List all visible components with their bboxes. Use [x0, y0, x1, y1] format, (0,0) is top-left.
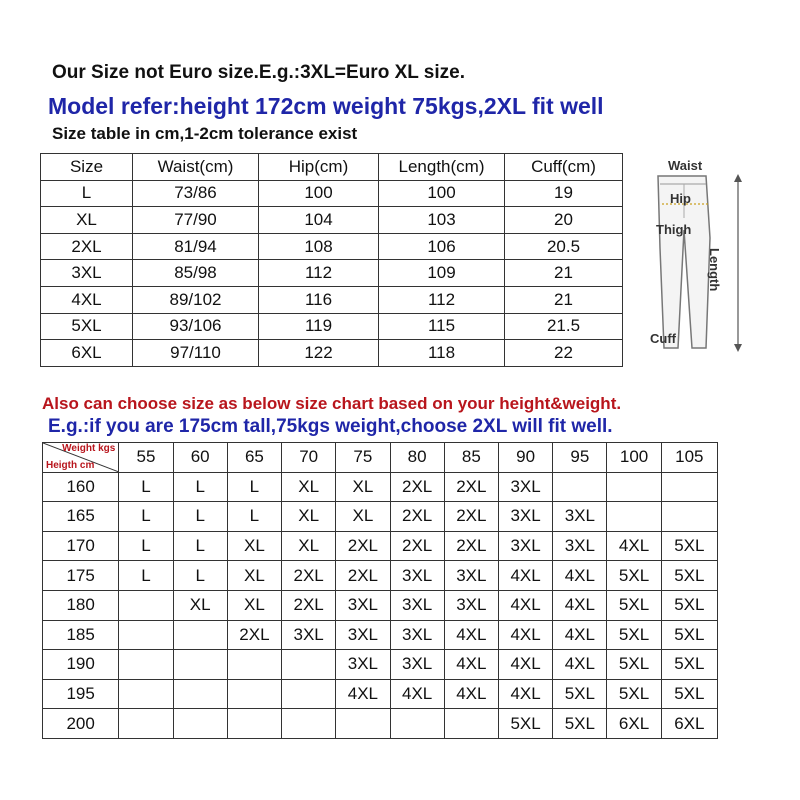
size-table-cell: 116: [259, 286, 379, 313]
size-recommendation-cell: XL: [282, 531, 336, 561]
height-table-row: [43, 650, 718, 680]
size-table-cell: L: [41, 180, 133, 207]
weight-header-cell: 95: [553, 443, 607, 473]
size-recommendation-cell: 3XL: [444, 590, 498, 620]
size-table: [40, 153, 623, 367]
size-recommendation-cell: 3XL: [498, 531, 552, 561]
size-table-cell: 97/110: [133, 340, 259, 367]
height-table-row: [43, 502, 718, 532]
size-recommendation-cell: 4XL: [553, 650, 607, 680]
size-recommendation-cell: [282, 650, 336, 680]
size-table-cell: 5XL: [41, 313, 133, 340]
size-recommendation-cell: 5XL: [553, 679, 607, 709]
size-recommendation-cell: [119, 620, 173, 650]
size-table-cell: 3XL: [41, 260, 133, 287]
size-table-cell: 104: [259, 207, 379, 234]
height-header-cell: 160: [43, 472, 119, 502]
size-table-header-row: [41, 154, 623, 181]
weight-header-cell: 70: [282, 443, 336, 473]
size-recommendation-cell: 4XL: [444, 650, 498, 680]
size-recommendation-cell: L: [119, 561, 173, 591]
size-recommendation-cell: 3XL: [390, 650, 444, 680]
size-recommendation-cell: [661, 502, 717, 532]
size-recommendation-cell: 4XL: [498, 679, 552, 709]
size-recommendation-cell: 4XL: [498, 561, 552, 591]
size-recommendation-cell: [119, 679, 173, 709]
size-recommendation-cell: 3XL: [553, 531, 607, 561]
size-recommendation-cell: 3XL: [336, 620, 390, 650]
size-recommendation-cell: L: [173, 531, 227, 561]
size-recommendation-cell: [444, 709, 498, 739]
size-recommendation-cell: 4XL: [444, 679, 498, 709]
height-weight-note: Also can choose size as below size chart based on your height&weight.: [42, 394, 622, 413]
weight-header-cell: 100: [607, 443, 661, 473]
size-table-cell: 100: [379, 180, 505, 207]
size-recommendation-cell: XL: [336, 502, 390, 532]
size-recommendation-cell: [173, 679, 227, 709]
height-table-corner-cell: [43, 443, 119, 473]
size-recommendation-cell: 3XL: [336, 650, 390, 680]
height-header-cell: 200: [43, 709, 119, 739]
size-table-row: [41, 180, 623, 207]
weight-header-cell: 55: [119, 443, 173, 473]
size-recommendation-cell: 3XL: [444, 561, 498, 591]
size-table-row: [41, 260, 623, 287]
diagram-label-thigh: Thigh: [656, 222, 692, 237]
model-reference-heading: Model refer:height 172cm weight 75kgs,2XL fit well: [48, 93, 604, 119]
height-weight-table: [42, 442, 718, 739]
height-weight-example: E.g.:if you are 175cm tall,75kgs weight,choose 2XL will fit well.: [48, 416, 613, 437]
diagram-label-waist: Waist: [668, 158, 703, 173]
size-recommendation-cell: [173, 709, 227, 739]
size-recommendation-cell: [553, 472, 607, 502]
size-recommendation-cell: 3XL: [282, 620, 336, 650]
size-recommendation-cell: 5XL: [661, 620, 717, 650]
size-recommendation-cell: XL: [336, 472, 390, 502]
size-table-header-cell: Hip(cm): [259, 154, 379, 181]
size-recommendation-cell: L: [173, 561, 227, 591]
size-table-cell: 115: [379, 313, 505, 340]
size-recommendation-cell: 5XL: [498, 709, 552, 739]
size-table-cell: 112: [379, 286, 505, 313]
weight-header-cell: 80: [390, 443, 444, 473]
size-recommendation-cell: 5XL: [661, 531, 717, 561]
height-header-cell: 165: [43, 502, 119, 532]
height-table-header-row: [43, 443, 718, 473]
height-header-cell: 190: [43, 650, 119, 680]
height-header-cell: 170: [43, 531, 119, 561]
size-table-cell: 103: [379, 207, 505, 234]
size-recommendation-cell: 3XL: [390, 590, 444, 620]
size-recommendation-cell: XL: [282, 472, 336, 502]
size-table-header-cell: Length(cm): [379, 154, 505, 181]
size-recommendation-cell: XL: [227, 531, 281, 561]
size-recommendation-cell: 3XL: [336, 590, 390, 620]
size-table-cell: 118: [379, 340, 505, 367]
size-recommendation-cell: [119, 590, 173, 620]
size-recommendation-cell: XL: [282, 502, 336, 532]
weight-header-cell: 60: [173, 443, 227, 473]
size-recommendation-cell: 5XL: [607, 561, 661, 591]
size-recommendation-cell: L: [119, 531, 173, 561]
size-recommendation-cell: [282, 709, 336, 739]
size-recommendation-cell: [119, 650, 173, 680]
size-recommendation-cell: 5XL: [661, 679, 717, 709]
size-recommendation-cell: [607, 472, 661, 502]
size-recommendation-cell: 2XL: [444, 472, 498, 502]
size-recommendation-cell: 4XL: [553, 620, 607, 650]
size-recommendation-cell: L: [227, 472, 281, 502]
size-recommendation-cell: [227, 679, 281, 709]
size-recommendation-cell: 5XL: [607, 620, 661, 650]
size-recommendation-cell: 2XL: [444, 502, 498, 532]
size-table-cell: 85/98: [133, 260, 259, 287]
size-recommendation-cell: 5XL: [553, 709, 607, 739]
size-table-cell: 106: [379, 233, 505, 260]
height-header-cell: 175: [43, 561, 119, 591]
size-recommendation-cell: 4XL: [553, 561, 607, 591]
weight-header-cell: 65: [227, 443, 281, 473]
diagram-label-hip: Hip: [670, 191, 691, 206]
size-table-cell: 100: [259, 180, 379, 207]
height-table-row: [43, 620, 718, 650]
height-table-row: [43, 709, 718, 739]
size-recommendation-cell: [336, 709, 390, 739]
size-recommendation-cell: 2XL: [390, 502, 444, 532]
size-recommendation-cell: 2XL: [390, 472, 444, 502]
size-table-cell: 73/86: [133, 180, 259, 207]
size-recommendation-cell: 4XL: [498, 650, 552, 680]
size-recommendation-cell: 3XL: [390, 620, 444, 650]
size-recommendation-cell: 2XL: [282, 590, 336, 620]
size-table-row: [41, 207, 623, 234]
size-recommendation-cell: 4XL: [390, 679, 444, 709]
height-table-row: [43, 472, 718, 502]
height-header-cell: 180: [43, 590, 119, 620]
height-table-row: [43, 679, 718, 709]
weight-header-cell: 90: [498, 443, 552, 473]
size-recommendation-cell: 4XL: [498, 590, 552, 620]
size-recommendation-cell: [390, 709, 444, 739]
size-recommendation-cell: L: [227, 502, 281, 532]
size-table-cell: 93/106: [133, 313, 259, 340]
height-table-row: [43, 561, 718, 591]
corner-weight-label: Weight kgs: [62, 443, 116, 454]
size-recommendation-cell: [119, 709, 173, 739]
size-recommendation-cell: [173, 650, 227, 680]
diagram-label-length: Length: [707, 248, 722, 292]
size-table-cell: 81/94: [133, 233, 259, 260]
size-recommendation-cell: 4XL: [336, 679, 390, 709]
size-recommendation-cell: 3XL: [498, 472, 552, 502]
size-table-cell: 20: [505, 207, 623, 234]
height-header-cell: 195: [43, 679, 119, 709]
size-recommendation-cell: 4XL: [498, 620, 552, 650]
size-recommendation-cell: 5XL: [661, 650, 717, 680]
size-table-cell: 109: [379, 260, 505, 287]
size-recommendation-cell: L: [119, 502, 173, 532]
size-table-row: [41, 286, 623, 313]
size-table-row: [41, 340, 623, 367]
size-recommendation-cell: 2XL: [390, 531, 444, 561]
pants-outline-icon: [640, 158, 760, 358]
size-table-row: [41, 313, 623, 340]
size-recommendation-cell: 2XL: [336, 561, 390, 591]
size-table-cell: 4XL: [41, 286, 133, 313]
size-recommendation-cell: [227, 709, 281, 739]
size-table-cell: 22: [505, 340, 623, 367]
size-recommendation-cell: 2XL: [336, 531, 390, 561]
size-table-cell: XL: [41, 207, 133, 234]
size-recommendation-cell: [282, 679, 336, 709]
size-recommendation-cell: 5XL: [607, 679, 661, 709]
size-recommendation-cell: [173, 620, 227, 650]
size-table-cell: 19: [505, 180, 623, 207]
size-recommendation-cell: 4XL: [607, 531, 661, 561]
weight-header-cell: 105: [661, 443, 717, 473]
weight-header-cell: 85: [444, 443, 498, 473]
size-recommendation-cell: 5XL: [607, 650, 661, 680]
size-recommendation-cell: 6XL: [661, 709, 717, 739]
size-table-cell: 21: [505, 260, 623, 287]
height-table-row: [43, 531, 718, 561]
size-recommendation-cell: 2XL: [227, 620, 281, 650]
size-table-header-cell: Size: [41, 154, 133, 181]
size-table-cell: 122: [259, 340, 379, 367]
size-note-heading: Our Size not Euro size.E.g.:3XL=Euro XL size.: [52, 62, 465, 83]
size-recommendation-cell: XL: [227, 561, 281, 591]
corner-height-label: Heigth cm: [46, 459, 95, 471]
size-recommendation-cell: XL: [227, 590, 281, 620]
pants-diagram: [640, 158, 760, 358]
tolerance-note: Size table in cm,1-2cm tolerance exist: [52, 124, 358, 143]
size-recommendation-cell: 2XL: [444, 531, 498, 561]
size-recommendation-cell: L: [173, 502, 227, 532]
size-recommendation-cell: 3XL: [390, 561, 444, 591]
size-table-cell: 21: [505, 286, 623, 313]
size-recommendation-cell: L: [173, 472, 227, 502]
size-table-cell: 108: [259, 233, 379, 260]
size-recommendation-cell: 5XL: [607, 590, 661, 620]
size-table-cell: 89/102: [133, 286, 259, 313]
size-table-cell: 2XL: [41, 233, 133, 260]
size-recommendation-cell: 4XL: [553, 590, 607, 620]
size-table-cell: 6XL: [41, 340, 133, 367]
size-table-cell: 119: [259, 313, 379, 340]
height-table-row: [43, 590, 718, 620]
size-recommendation-cell: 6XL: [607, 709, 661, 739]
size-table-cell: 21.5: [505, 313, 623, 340]
height-header-cell: 185: [43, 620, 119, 650]
size-recommendation-cell: XL: [173, 590, 227, 620]
size-recommendation-cell: L: [119, 472, 173, 502]
size-table-cell: 112: [259, 260, 379, 287]
size-recommendation-cell: 2XL: [282, 561, 336, 591]
size-recommendation-cell: 3XL: [553, 502, 607, 532]
size-table-cell: 20.5: [505, 233, 623, 260]
size-recommendation-cell: 5XL: [661, 561, 717, 591]
size-recommendation-cell: 4XL: [444, 620, 498, 650]
size-table-header-cell: Cuff(cm): [505, 154, 623, 181]
size-recommendation-cell: 5XL: [661, 590, 717, 620]
size-table-row: [41, 233, 623, 260]
size-recommendation-cell: 3XL: [498, 502, 552, 532]
size-recommendation-cell: [607, 502, 661, 532]
size-table-cell: 77/90: [133, 207, 259, 234]
weight-header-cell: 75: [336, 443, 390, 473]
size-table-header-cell: Waist(cm): [133, 154, 259, 181]
size-recommendation-cell: [661, 472, 717, 502]
diagram-label-cuff: Cuff: [650, 331, 676, 346]
size-recommendation-cell: [227, 650, 281, 680]
